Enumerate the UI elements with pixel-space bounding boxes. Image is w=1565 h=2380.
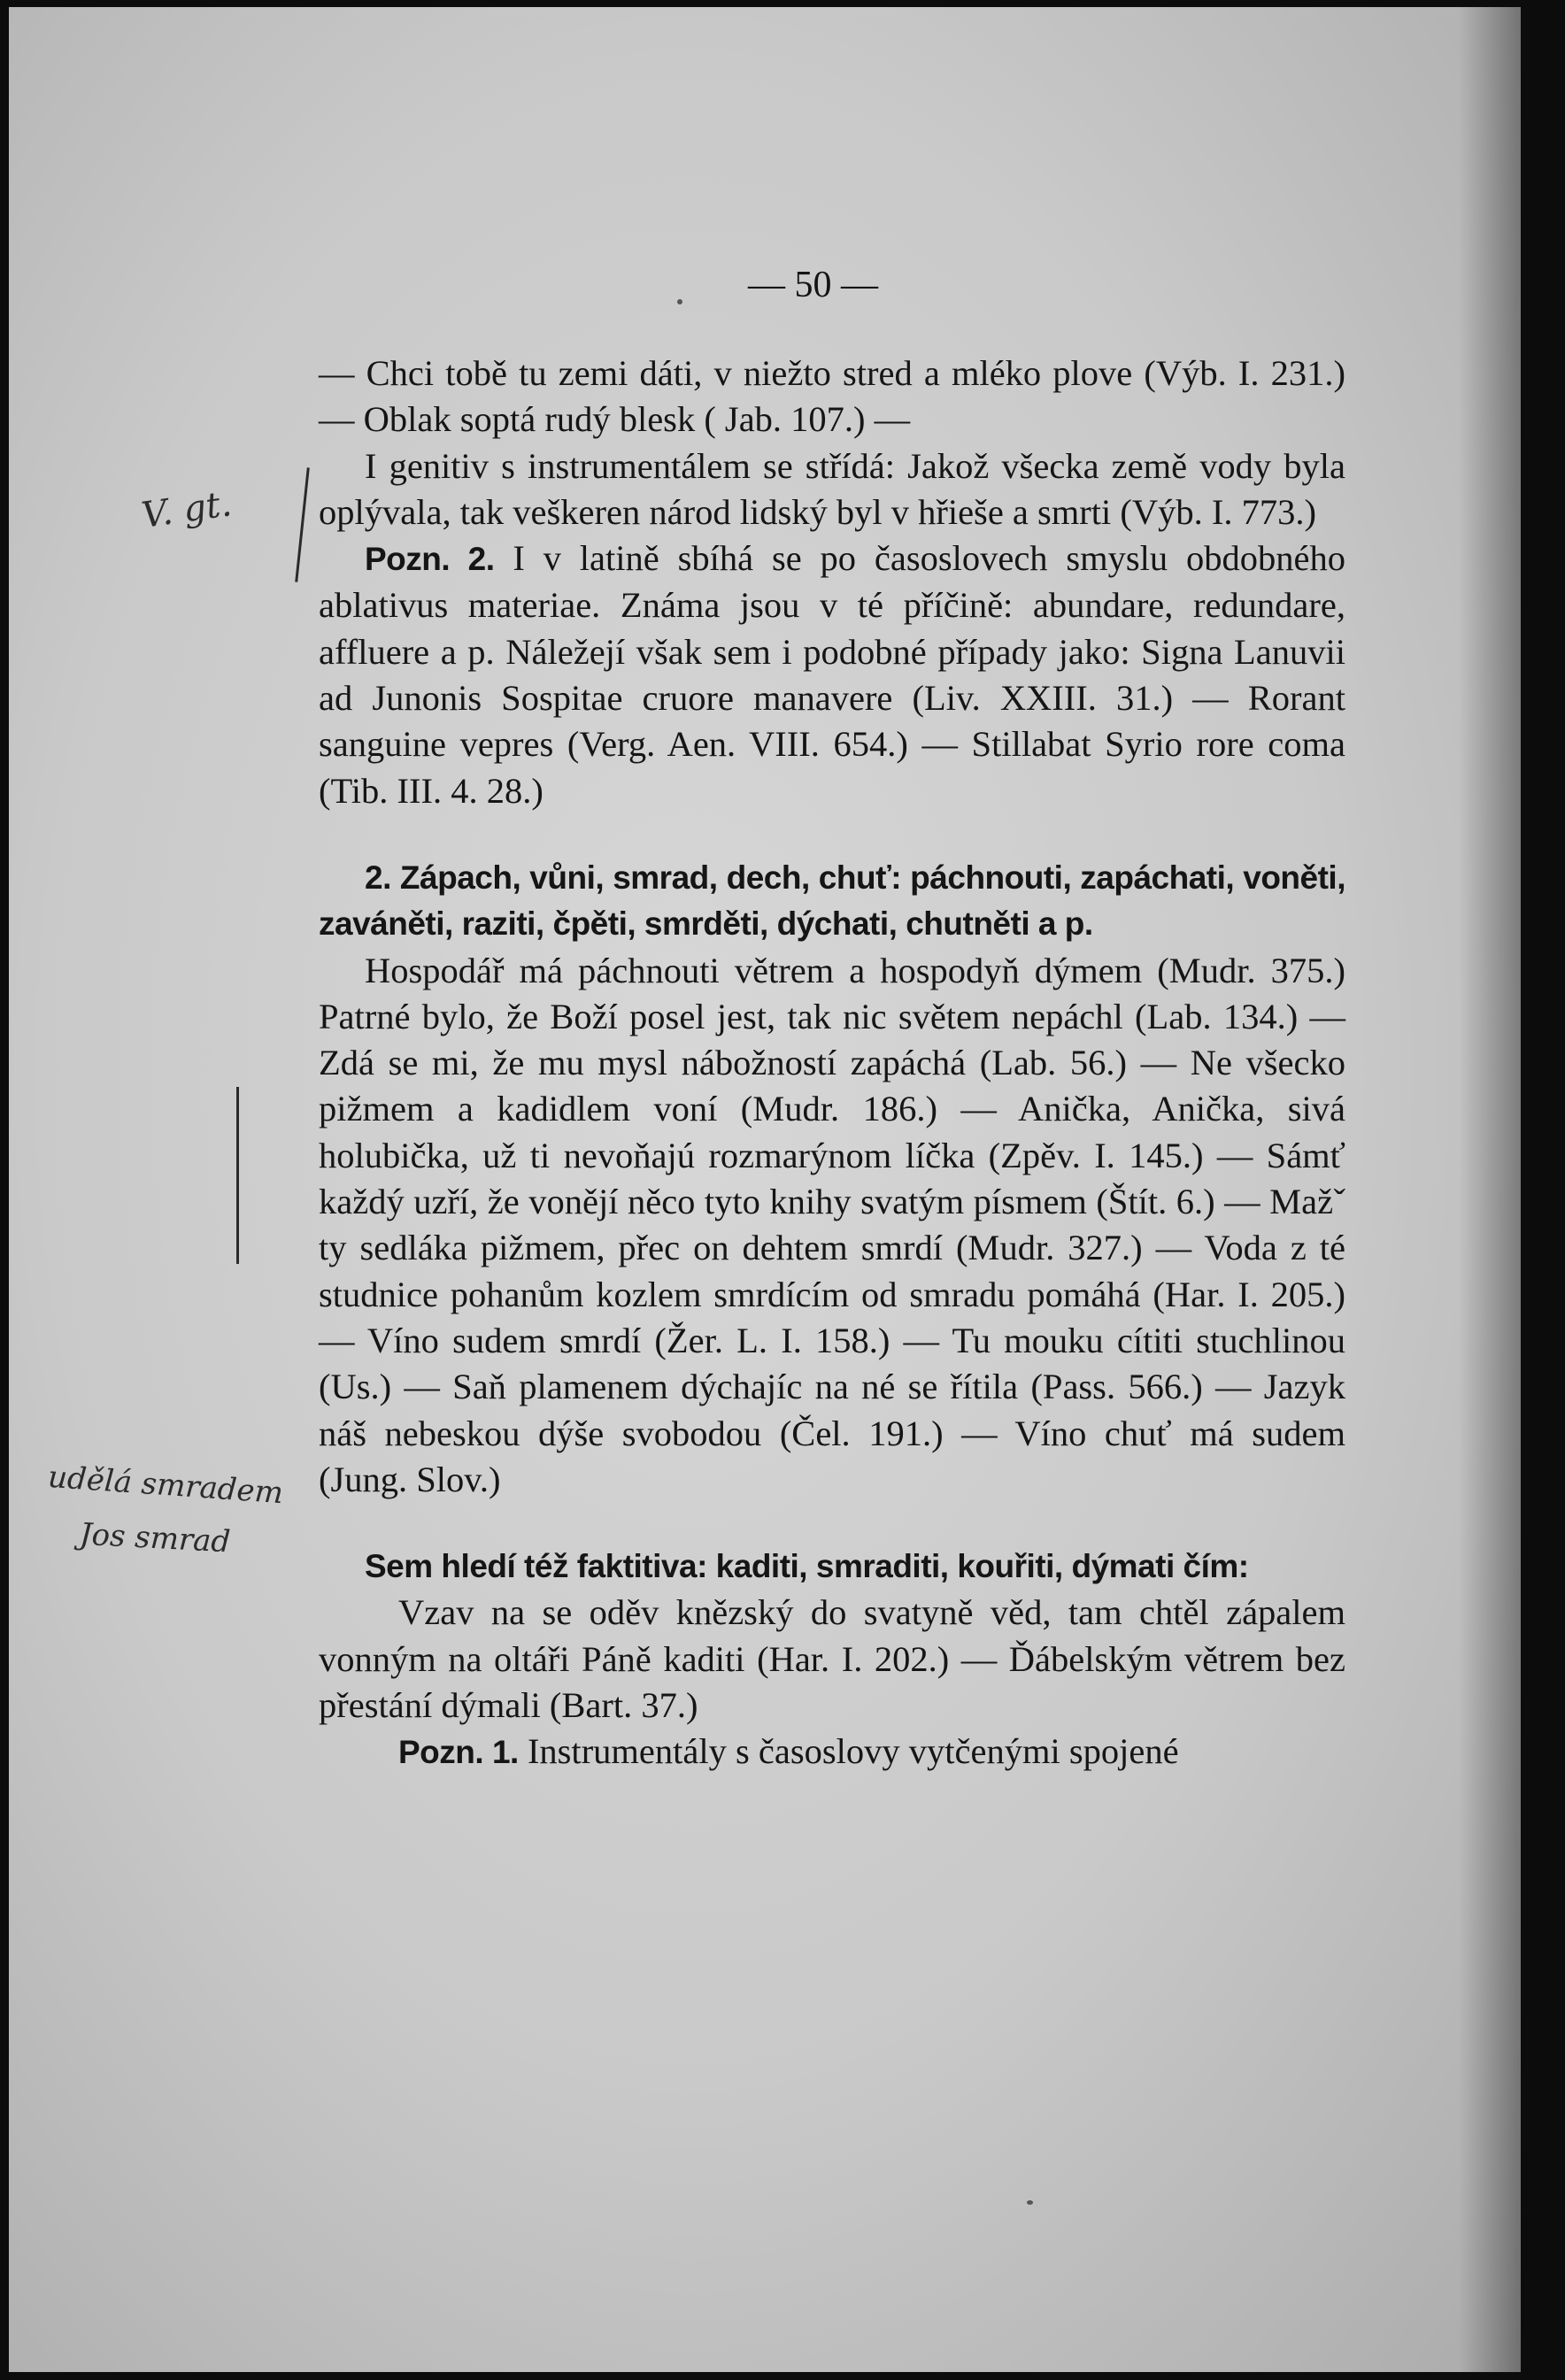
margin-vertical-line xyxy=(236,1087,239,1264)
margin-bracket xyxy=(295,467,310,582)
section-heading: 2. Zápach, vůni, smrad, dech, chuť: páchnouti, zapáchati, voněti, zaváněti, raziti, čpěti, smrděti, dýchati, chutněti a p. xyxy=(319,859,1345,943)
margin-note-handwritten: udělá smradem xyxy=(46,1459,285,1512)
paper-speck xyxy=(677,299,682,304)
note-text: Instrumentály s časoslovy vytčenými spojené xyxy=(518,1731,1179,1772)
note-text: I v latině sbíhá se po časoslovech smyslu obdobného ablativus materiae. Známa jsou v té příčině: abundare, redundare, affluere a p. Náležejí však sem i podobné případy jako: Signa Lanuvii ad Junonis Sospitae cruore manavere (Liv. XXIII. 31.) — Rorant sanguine vepres (Verg. Aen. VIII. 654.) — Stillabat Syrio rore coma (Tib. III. 4. 28.) xyxy=(319,538,1345,811)
body-text xyxy=(319,350,1345,1776)
note-paragraph xyxy=(319,535,1345,814)
paragraph: — Chci tobě tu zemi dáti, v niežto stred a mléko plove (Výb. I. 231.) — Oblak soptá rudý blesk ( Jab. 107.) — xyxy=(319,353,1345,440)
note-paragraph xyxy=(319,1729,1345,1775)
note-label: Pozn. 1. xyxy=(398,1734,519,1771)
paper-speck xyxy=(1027,2200,1033,2205)
subsection-heading: Sem hledí též faktitiva: kaditi, smraditi, kouřiti, dýmati čím: xyxy=(365,1548,1249,1585)
margin-note-handwritten: V. gt. xyxy=(139,483,235,536)
book-page xyxy=(9,7,1521,2372)
paragraph: Vzav na se oděv knězský do svatyně věd, tam chtěl zápalem vonným na oltáři Páně kaditi (Har. I. 202.) — Ďábelským větrem bez přestání dýmali (Bart. 37.) xyxy=(319,1592,1345,1726)
note-label: Pozn. 2. xyxy=(365,541,495,578)
paragraph: Hospodář má páchnouti větrem a hospodyň dýmem (Mudr. 375.) Patrné bylo, že Boží posel jest, tak nic světem nepáchl (Lab. 134.) — Zdá se mi, že mu mysl nábožností zapáchá (Lab. 56.) — Ne všecko pižmem a kadidlem voní (Mudr. 186.) — Anička, Anička, sivá holubička, už ti nevoňajú rozmarýnom líčka (Zpěv. I. 145.) — Sámť každý uzří, že vonějí něco tyto knihy svatým písmem (Štít. 6.) — Mažˇ ty sedláka pižmem, přec on dehtem smrdí (Mudr. 327.) — Voda z té studnice pohanům kozlem smrdícím od smradu pomáhá (Har. I. 205.) — Víno sudem smrdí (Žer. L. I. 158.) — Tu mouku cítiti stuchlinou (Us.) — Saň plamenem dýchajíc na né se řítila (Pass. 566.) — Jazyk náš nebeskou dýše svobodou (Čel. 191.) — Víno chuť má sudem (Jung. Slov.) xyxy=(319,950,1345,1499)
page-number: — 50 — xyxy=(748,265,878,305)
margin-note-handwritten: Jos smrad xyxy=(79,1516,232,1560)
paragraph: I genitiv s instrumentálem se střídá: Jakož všecka země vody byla oplývala, tak veškeren národ lidský byl v hřieše a smrti (Výb. I. 773.) xyxy=(319,445,1345,532)
